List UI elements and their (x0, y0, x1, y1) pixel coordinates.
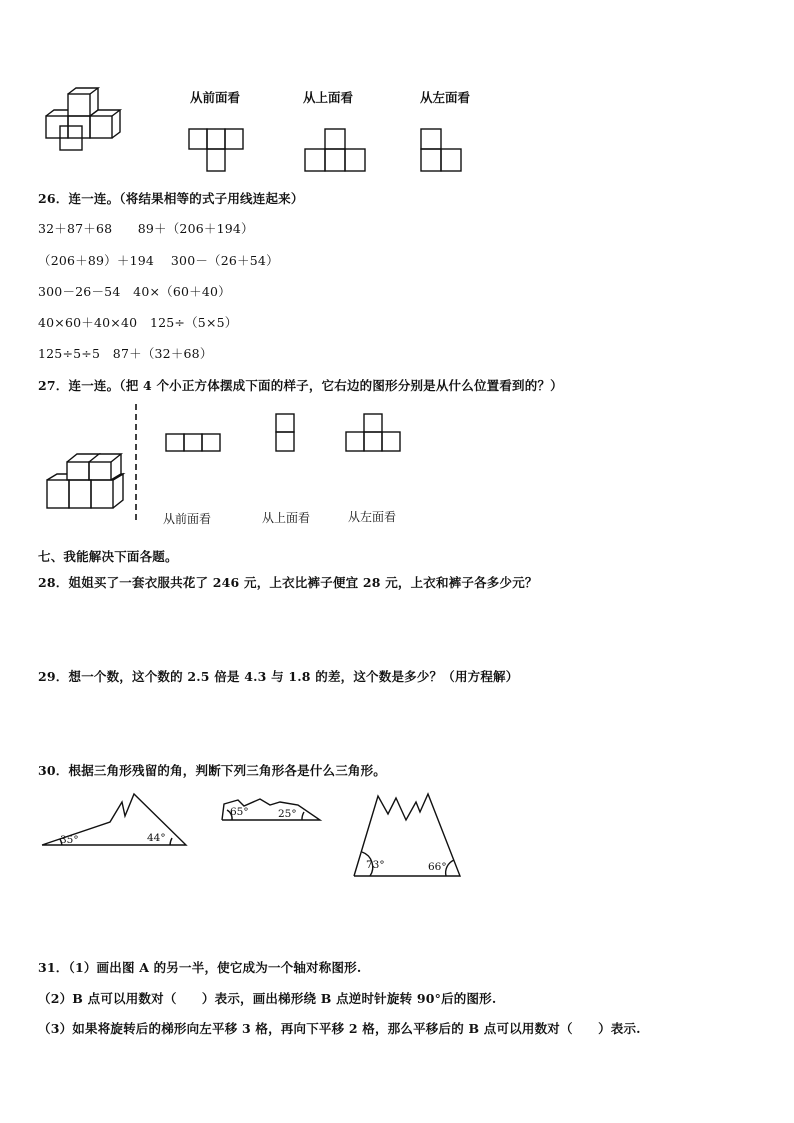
q28-text: 28．姐姐买了一套衣服共花了 246 元，上衣比裤子便宜 28 元，上衣和裤子各多少元？ (38, 575, 538, 590)
q30-angle-66: 66° (428, 861, 447, 873)
q25-top-label: 从上面看 (303, 90, 354, 105)
q26-row: （206＋89）＋194 300－（26＋54） (38, 253, 279, 268)
q26-row: 40×60＋40×40 125÷（5×5） (38, 315, 238, 330)
q30-angle-44: 44° (147, 832, 166, 844)
q26-row: 300－26－54 40×（60＋40） (38, 284, 231, 299)
q26-row: 32＋87＋68 89＋（206＋194） (38, 221, 254, 236)
q31-part2: （2）B 点可以用数对（ ）表示，画出梯形绕 B 点逆时针旋转 90°后的图形. (38, 991, 497, 1006)
q30-triangle-1 (40, 792, 190, 854)
q27-divider (134, 404, 138, 524)
q30-angle-65: 65° (230, 806, 249, 818)
q30-angle-25: 25° (278, 808, 297, 820)
q27-cube-figure (45, 448, 135, 514)
q25-left-view (420, 128, 464, 174)
q27-label-left: 从左面看 (348, 510, 397, 524)
q25-left-label: 从左面看 (420, 90, 471, 105)
q30-angle-73: 73° (366, 859, 385, 871)
q25-front-label: 从前面看 (190, 90, 241, 105)
q27-label-front: 从前面看 (163, 512, 212, 526)
q29-text: 29．想一个数，这个数的 2.5 倍是 4.3 与 1.8 的差，这个数是多少？（用方程解） (38, 669, 519, 684)
q26-row: 125÷5÷5 87＋（32＋68） (38, 346, 213, 361)
section-7-title: 七、我能解决下面各题。 (38, 549, 178, 564)
q31-part1: 31．（1）画出图 A 的另一半，使它成为一个轴对称图形. (38, 960, 362, 975)
q27-title: 27．连一连。（把 4 个小正方体摆成下面的样子，它右边的图形分别是从什么位置看到的？） (38, 378, 563, 393)
q27-view-b (275, 413, 297, 453)
q30-triangle-2 (220, 798, 324, 826)
q30-triangle-3 (352, 790, 462, 882)
q25-cube-figure (40, 86, 180, 166)
q25-front-view (188, 128, 248, 174)
q31-part3: （3）如果将旋转后的梯形向左平移 3 格，再向下平移 2 格，那么平移后的 B 点可以用数对（ ）表示. (38, 1021, 641, 1036)
q26-title: 26．连一连。（将结果相等的式子用线连起来） (38, 191, 304, 206)
q30-text: 30．根据三角形残留的角，判断下列三角形各是什么三角形。 (38, 763, 386, 778)
q27-label-top: 从上面看 (262, 511, 311, 525)
q27-view-c (345, 413, 405, 453)
q30-angle-35: 35° (60, 834, 79, 846)
q27-view-a (165, 433, 223, 453)
q25-top-view (304, 128, 368, 174)
